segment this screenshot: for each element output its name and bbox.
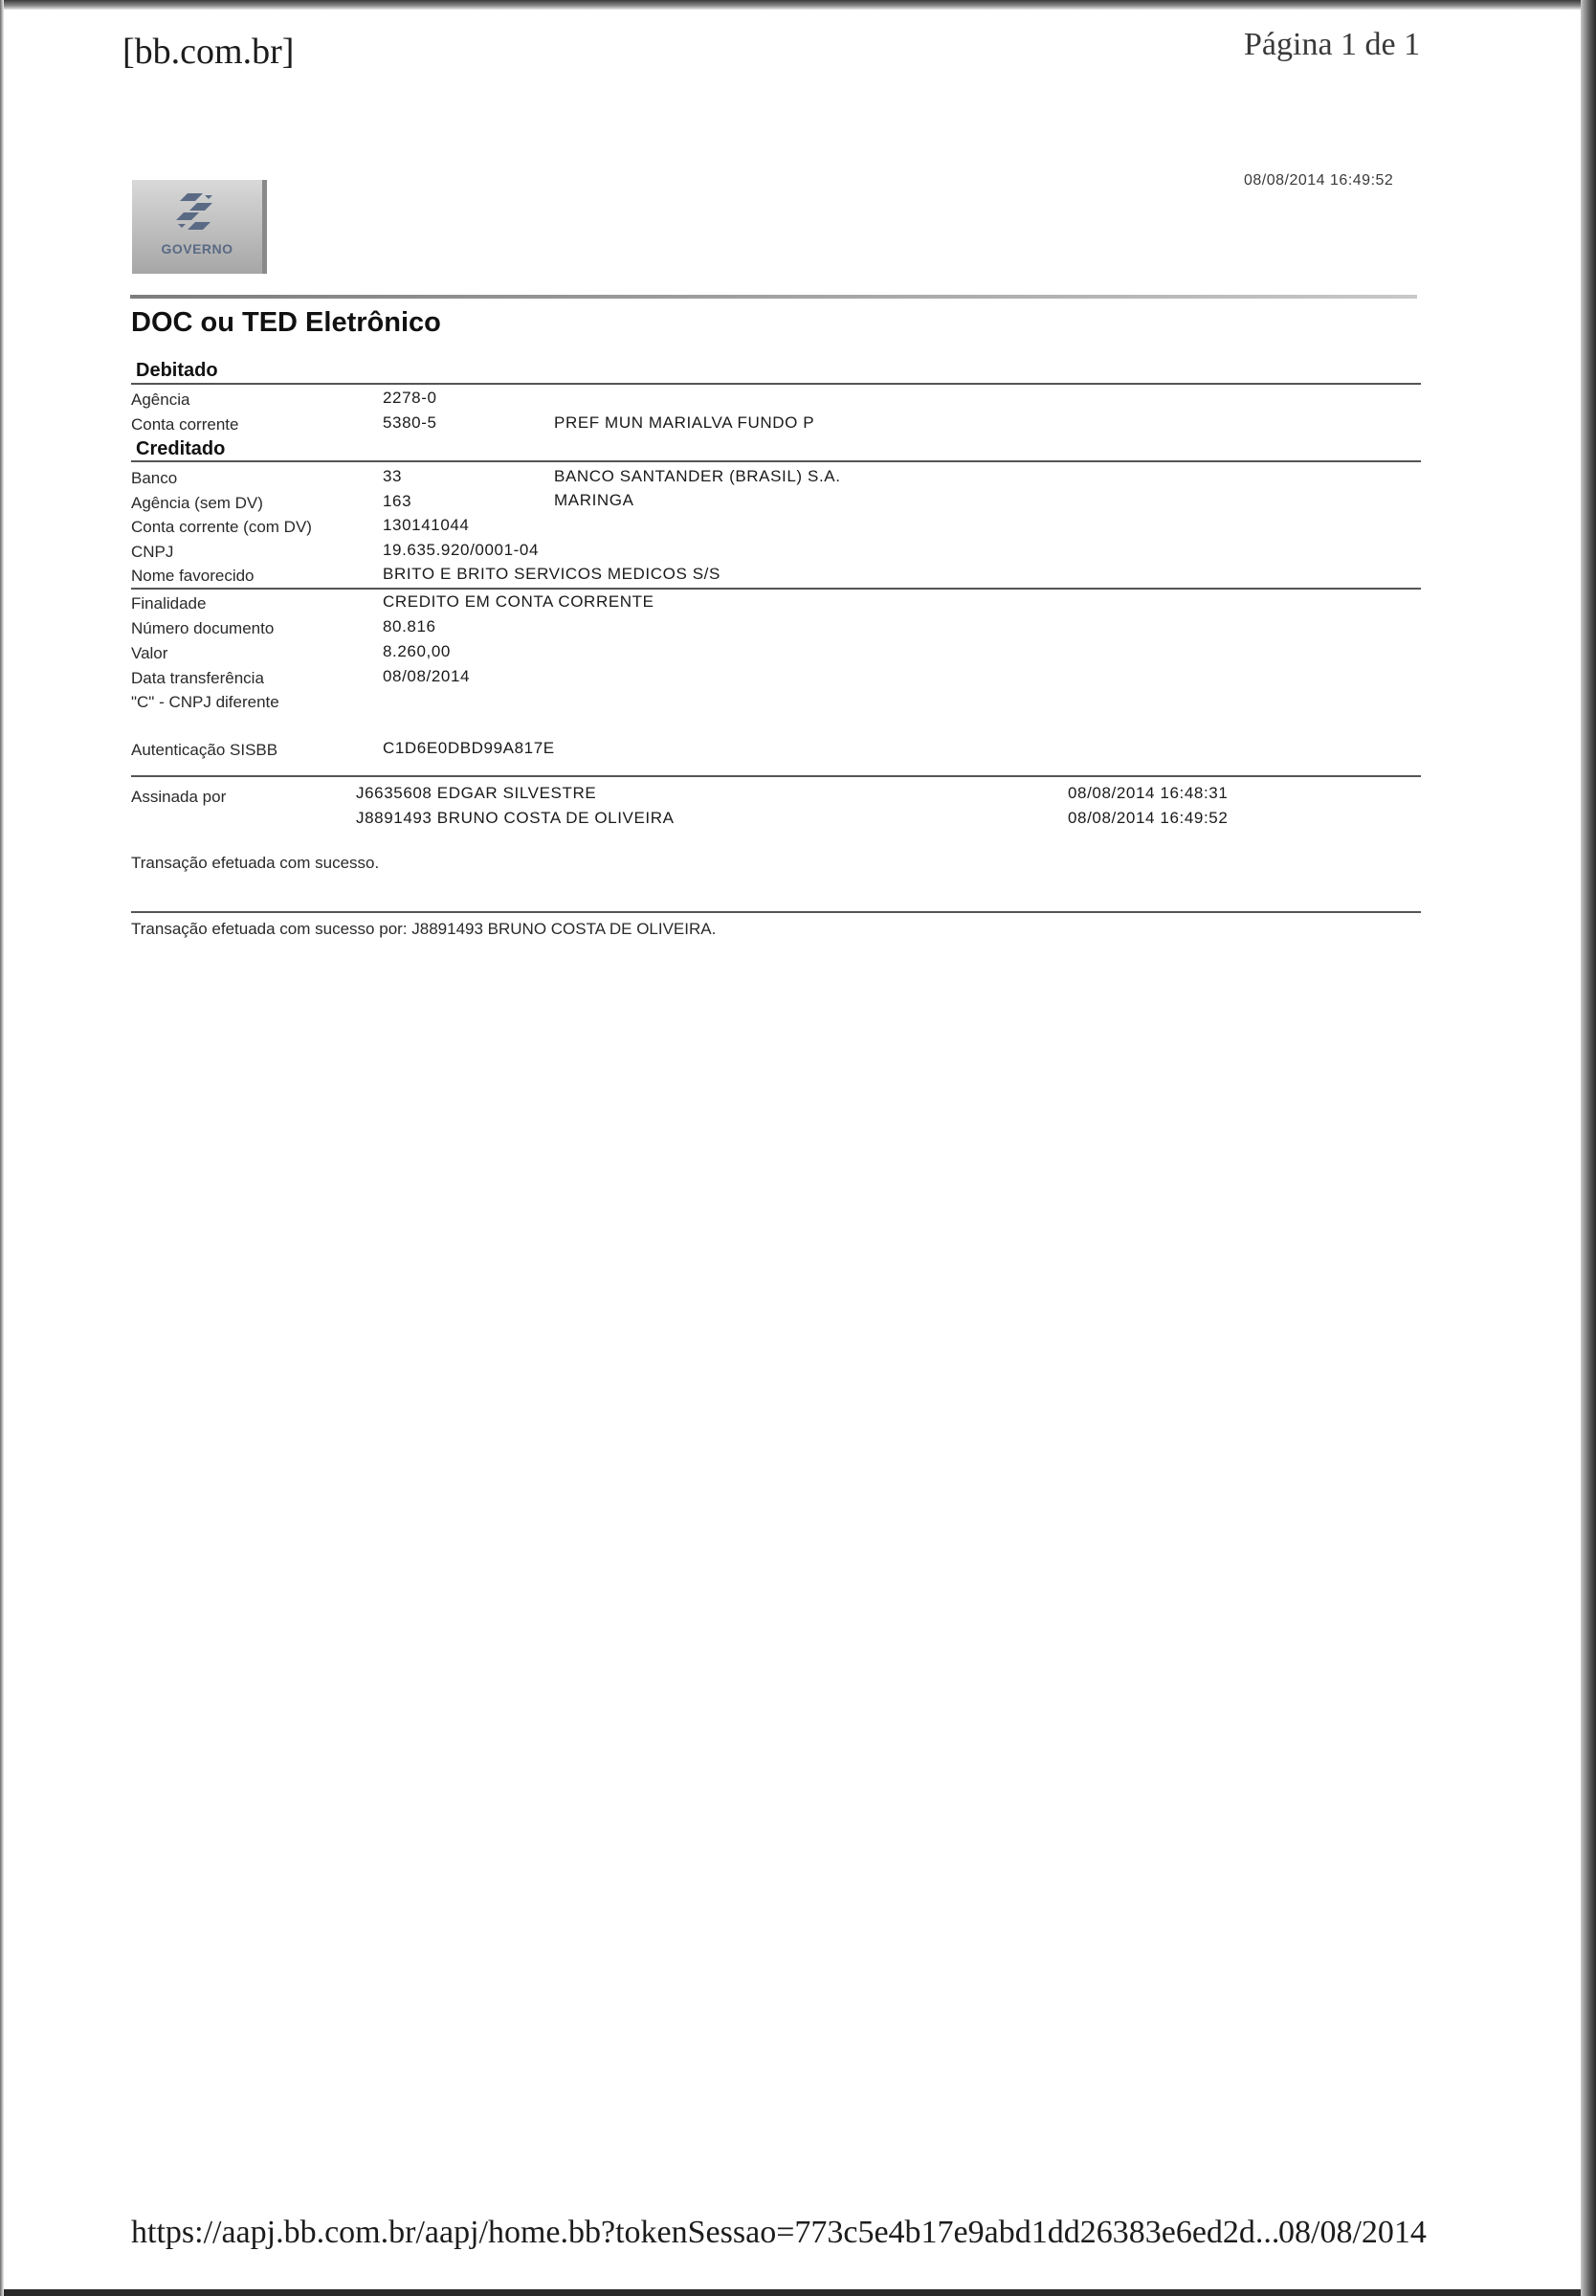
scan-edge	[0, 0, 1596, 10]
creditado-favorecido-value: BRITO E BRITO SERVICOS MEDICOS S/S	[383, 565, 720, 583]
debitado-agencia-value: 2278-0	[383, 389, 437, 407]
debitado-conta-label: Conta corrente	[131, 415, 239, 434]
creditado-banco-value: 33	[383, 467, 403, 485]
cnpj-diferente-label: "C" - CNPJ diferente	[131, 693, 279, 711]
creditado-cnpj-label: CNPJ	[131, 543, 174, 561]
creditado-favorecido-label: Nome favorecido	[131, 567, 255, 585]
banco-do-brasil-logo-icon	[170, 189, 224, 239]
section-creditado-heading: Creditado	[136, 438, 226, 459]
creditado-agencia-label: Agência (sem DV)	[131, 494, 263, 512]
browser-footer-date: 08/08/2014	[1278, 2215, 1427, 2250]
header-timestamp: 08/08/2014 16:49:52	[1244, 172, 1394, 189]
browser-header-site: [bb.com.br]	[122, 32, 295, 72]
divider	[131, 911, 1421, 913]
creditado-banco-label: Banco	[131, 469, 178, 487]
signature-signer: J6635608 EDGAR SILVESTRE	[356, 784, 597, 802]
divider	[131, 775, 1421, 777]
autenticacao-label: Autenticação SISBB	[131, 741, 278, 759]
page-title: DOC ou TED Eletrônico	[131, 307, 441, 338]
creditado-agencia-name: MARINGA	[554, 491, 634, 509]
scan-edge	[1581, 0, 1596, 2296]
signature-signer: J8891493 BRUNO COSTA DE OLIVEIRA	[356, 809, 675, 827]
section-debitado-heading: Debitado	[136, 360, 218, 381]
final-status-message: Transação efetuada com sucesso por: J8891493 BRUNO COSTA DE OLIVEIRA.	[131, 920, 717, 938]
divider	[131, 383, 1421, 385]
debitado-conta-value: 5380-5	[383, 413, 437, 432]
assinada-por-label: Assinada por	[131, 788, 227, 806]
governo-logo	[132, 180, 267, 274]
valor-label: Valor	[131, 644, 168, 662]
finalidade-label: Finalidade	[131, 594, 207, 613]
debitado-agencia-label: Agência	[131, 390, 190, 409]
divider	[131, 588, 1421, 590]
browser-header-page-number: Página 1 de 1	[1244, 27, 1421, 62]
scan-edge	[0, 0, 4, 2296]
divider	[131, 460, 1421, 462]
creditado-banco-name: BANCO SANTANDER (BRASIL) S.A.	[554, 467, 841, 485]
autenticacao-value: C1D6E0DBD99A817E	[383, 739, 555, 757]
signature-datetime: 08/08/2014 16:49:52	[1068, 809, 1229, 827]
browser-footer-url: https://aapj.bb.com.br/aapj/home.bb?tokenSessao=773c5e4b17e9abd1dd26383e6ed2d...	[131, 2215, 1280, 2250]
signature-datetime: 08/08/2014 16:48:31	[1068, 784, 1229, 802]
valor-value: 8.260,00	[383, 642, 451, 660]
creditado-conta-value: 130141044	[383, 516, 470, 534]
creditado-agencia-value: 163	[383, 492, 412, 510]
status-message: Transação efetuada com sucesso.	[131, 854, 380, 872]
creditado-conta-label: Conta corrente (com DV)	[131, 518, 312, 536]
data-transferencia-label: Data transferência	[131, 669, 264, 687]
title-divider	[130, 295, 1417, 299]
logo-caption: GOVERNO	[161, 241, 233, 256]
numero-documento-value: 80.816	[383, 617, 436, 635]
finalidade-value: CREDITO EM CONTA CORRENTE	[383, 592, 654, 611]
creditado-cnpj-value: 19.635.920/0001-04	[383, 541, 539, 559]
numero-documento-label: Número documento	[131, 619, 275, 637]
data-transferencia-value: 08/08/2014	[383, 667, 471, 685]
debitado-conta-name: PREF MUN MARIALVA FUNDO P	[554, 413, 815, 432]
